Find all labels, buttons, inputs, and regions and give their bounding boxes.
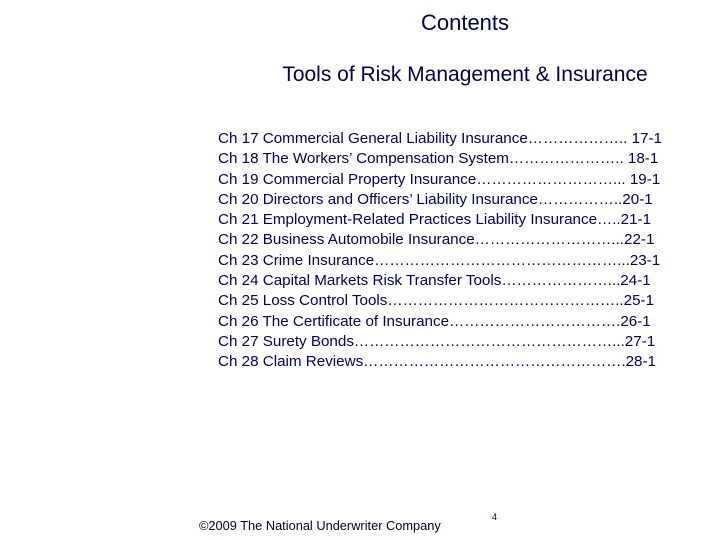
toc-entry: Ch 26 The Certificate of Insurance…………………………….26-1 [218,312,651,330]
page-number: 4 [492,512,498,522]
toc-entry: Ch 23 Crime Insurance…………………………………………...23-1 [218,251,661,269]
slide-subtitle: Tools of Risk Management & Insurance [282,63,648,86]
copyright-footer: ©2009 The National Underwriter Company [199,518,441,533]
toc-entry: Ch 25 Loss Control Tools………………………………………..25-1 [218,292,655,310]
toc-entry: Ch 19 Commercial Property Insurance………………………... 19-1 [218,170,661,188]
toc-entry: Ch 28 Claim Reviews…………………………………………….28-1 [218,353,656,371]
toc-entry: Ch 27 Surety Bonds……………………………………………...27-1 [218,332,656,350]
slide-title: Contents [420,10,510,35]
toc-entry: Ch 17 Commercial General Liability Insurance……………….. 17-1 [218,130,662,147]
toc-entry: Ch 21 Employment-Related Practices Liability Insurance…..21-1 [218,211,652,229]
toc-entry: Ch 20 Directors and Officers’ Liability Insurance……………..20-1 [218,190,653,208]
toc-entry: Ch 24 Capital Markets Risk Transfer Tools…………………...24-1 [218,272,651,290]
toc-entry: Ch 18 The Workers’ Compensation System………………….. 18-1 [218,150,659,168]
table-of-contents [218,129,703,373]
toc-entry: Ch 22 Business Automobile Insurance………………………...22-1 [218,231,655,249]
